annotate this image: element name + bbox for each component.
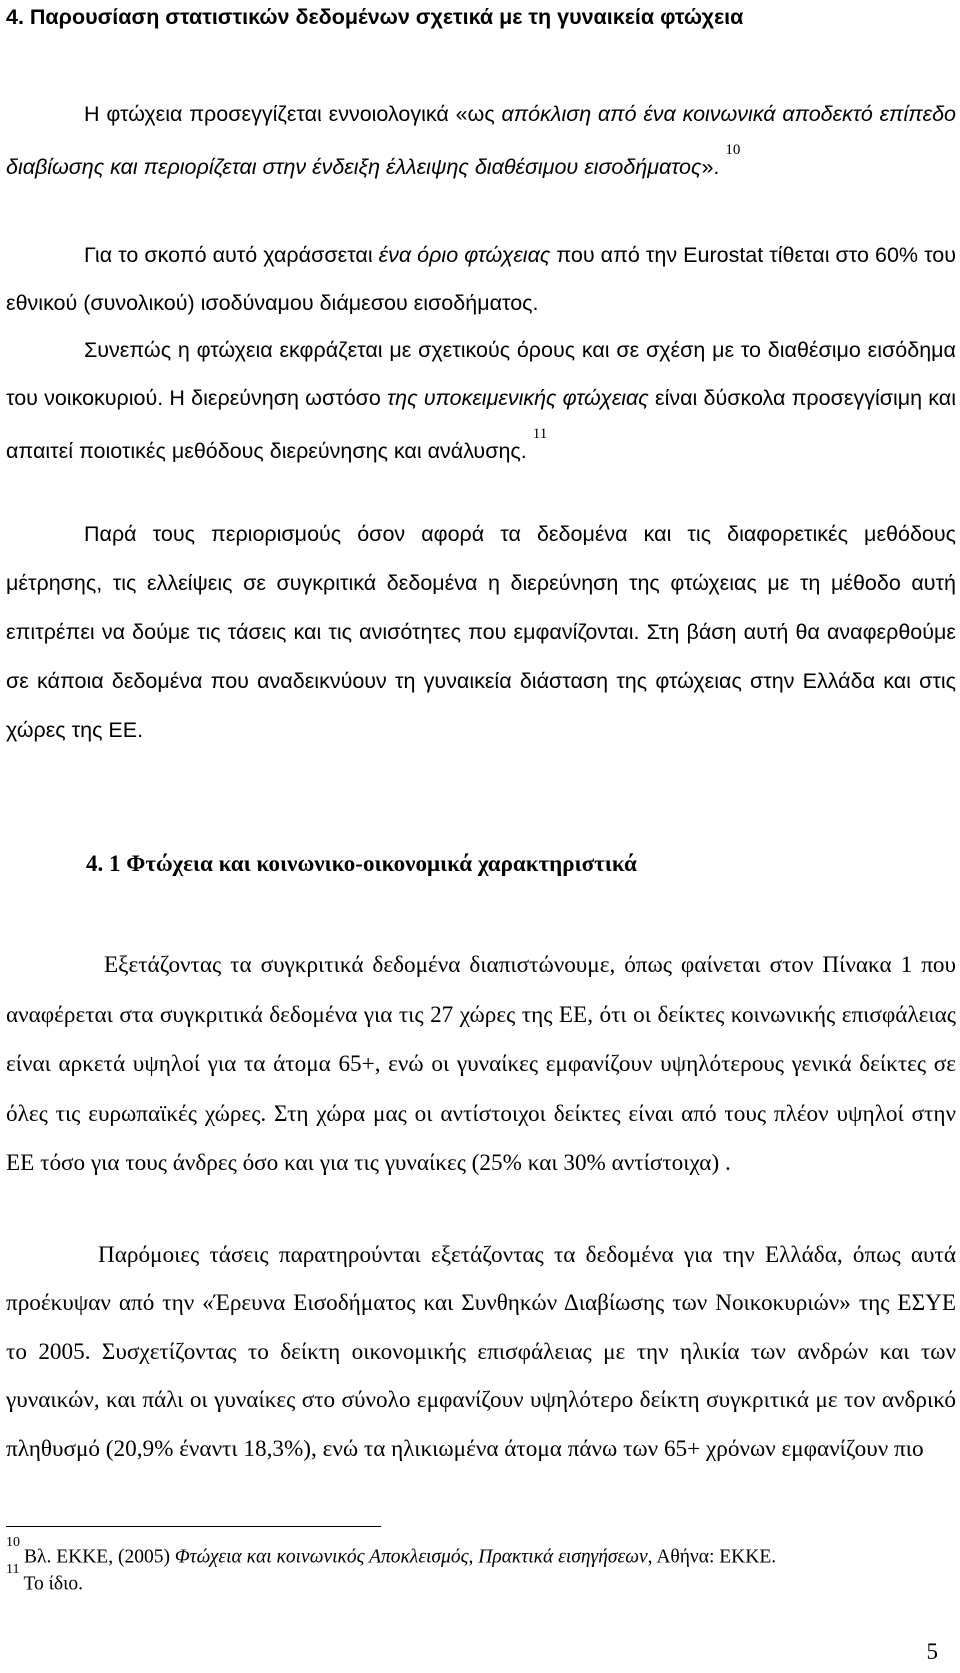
footnote-text: , Αθήνα: ΕΚΚΕ. (647, 1546, 777, 1568)
footnote-title: Φτώχεια και κοινωνικός Αποκλεισμός, Πρακτικά εισηγήσεων (174, 1546, 648, 1568)
footnote-text: Βλ. ΕΚΚΕ, (2005) (24, 1546, 170, 1568)
footnote-10 (6, 1535, 777, 1570)
italic-term: ένα όριο φτώχειας (378, 243, 551, 267)
paragraph-limitations: Παρά τους περιορισμούς όσον αφορά τα δεδομένα και τις διαφορετικές μεθόδους μέτρησης, τις ελλείψεις σε συγκριτικά δεδομένα η διερεύνηση της φτώχειας με τη μέθοδο αυτή επιτρέπει να δούμε τις τάσεις και τις ανισότητες που εμφανίζονται. Στη βάση αυτή θα αναφερθούμε σε κάποια δεδομένα που αναδεικνύουν τη γυναικεία διάσταση της φτώχειας στην Ελλάδα και στις χώρες της ΕΕ. (6, 522, 956, 742)
footnote-reference[interactable]: 10 (725, 142, 741, 158)
footnote-reference[interactable]: 11 (532, 426, 548, 442)
paragraph-poverty-definition (6, 90, 956, 191)
footnote-text: Το ίδιο. (23, 1573, 83, 1595)
paragraph-relative-poverty (6, 326, 956, 475)
paragraph-text: που από την Eurostat τίθεται στο 60% του εθνικού (συνολικού) ισοδύναμου διάμεσου εισοδήματος. (6, 243, 956, 315)
footnote-11 (6, 1562, 83, 1597)
paragraph-greece-data: Παρόμοιες τάσεις παρατηρούνται εξετάζοντας τα δεδομένα για την Ελλάδα, όπως αυτά προέκυψαν από την «Έρευνα Εισοδήματος και Συνθηκών Διαβίωσης των Νοικοκυριών» της ΕΣΥΕ το 2005. Συσχετίζοντας το δείκτη οικονομικής επισφάλειας με την ηλικία των ανδρών και των γυναικών, και πάλι οι γυναίκες στο σύνολο εμφανίζουν υψηλότερο δείκτη συγκριτικά με τον ανδρικό πληθυσμό (20,9% έναντι 18,3%), ενώ τα ηλικιωμένα άτομα πάνω των 65+ χρόνων εμφανίζουν πιο (6, 1242, 956, 1462)
italic-quote: απόκλιση από ένα κοινωνικά αποδεκτό επίπεδο διαβίωσης και περιορίζεται στην ένδειξη έλλειψης διαθέσιμου εισοδήματος (6, 102, 956, 180)
italic-term: της υποκειμενικής φτώχειας (387, 386, 649, 410)
paragraph-text: είναι δύσκολα προσεγγίσιμη και απαιτεί ποιοτικές μεθόδους διερεύνησης και ανάλυσης. (6, 386, 956, 464)
footnote-number: 10 (6, 1535, 20, 1550)
paragraph-text: Για το σκοπό αυτό χαράσσεται (84, 243, 373, 267)
paragraph-text: ». (701, 155, 720, 180)
section-heading: 4. Παρουσίαση στατιστικών δεδομένων σχετικά με τη γυναικεία φτώχεια (6, 5, 744, 29)
footnote-number: 11 (6, 1562, 20, 1577)
footnote-separator (6, 1526, 381, 1527)
paragraph-poverty-line (6, 231, 956, 327)
paragraph-comparative-data: Εξετάζοντας τα συγκριτικά δεδομένα διαπιστώνουμε, όπως φαίνεται στον Πίνακα 1 που αναφέρεται στα συγκριτικά δεδομένα για τις 27 χώρες της ΕΕ, ότι οι δείκτες κοινωνικής επισφάλειας είναι αρκετά υψηλοί για τα άτομα 65+, ενώ οι γυναίκες εμφανίζουν υψηλότερους γενικά δείκτες σε όλες τις ευρωπαϊκές χώρες. Στη χώρα μας οι αντίστοιχοι δείκτες είναι από τους πλέον υψηλοί στην ΕΕ τόσο για τους άνδρες όσο και για τις γυναίκες (25% και 30% αντίστοιχα) . (6, 952, 956, 1177)
paragraph-text: Η φτώχεια προσεγγίζεται εννοιολογικά «ως (84, 102, 495, 126)
subsection-heading: 4. 1 Φτώχεια και κοινωνικο-οικονομικά χαρακτηριστικά (86, 851, 637, 876)
page-number: 5 (926, 1639, 938, 1664)
paragraph-text: Συνεπώς η φτώχεια εκφράζεται με σχετικούς όρους και σε σχέση με το διαθέσιμο εισόδημα του νοικοκυριού. Η διερεύνηση ωστόσο (6, 338, 956, 410)
